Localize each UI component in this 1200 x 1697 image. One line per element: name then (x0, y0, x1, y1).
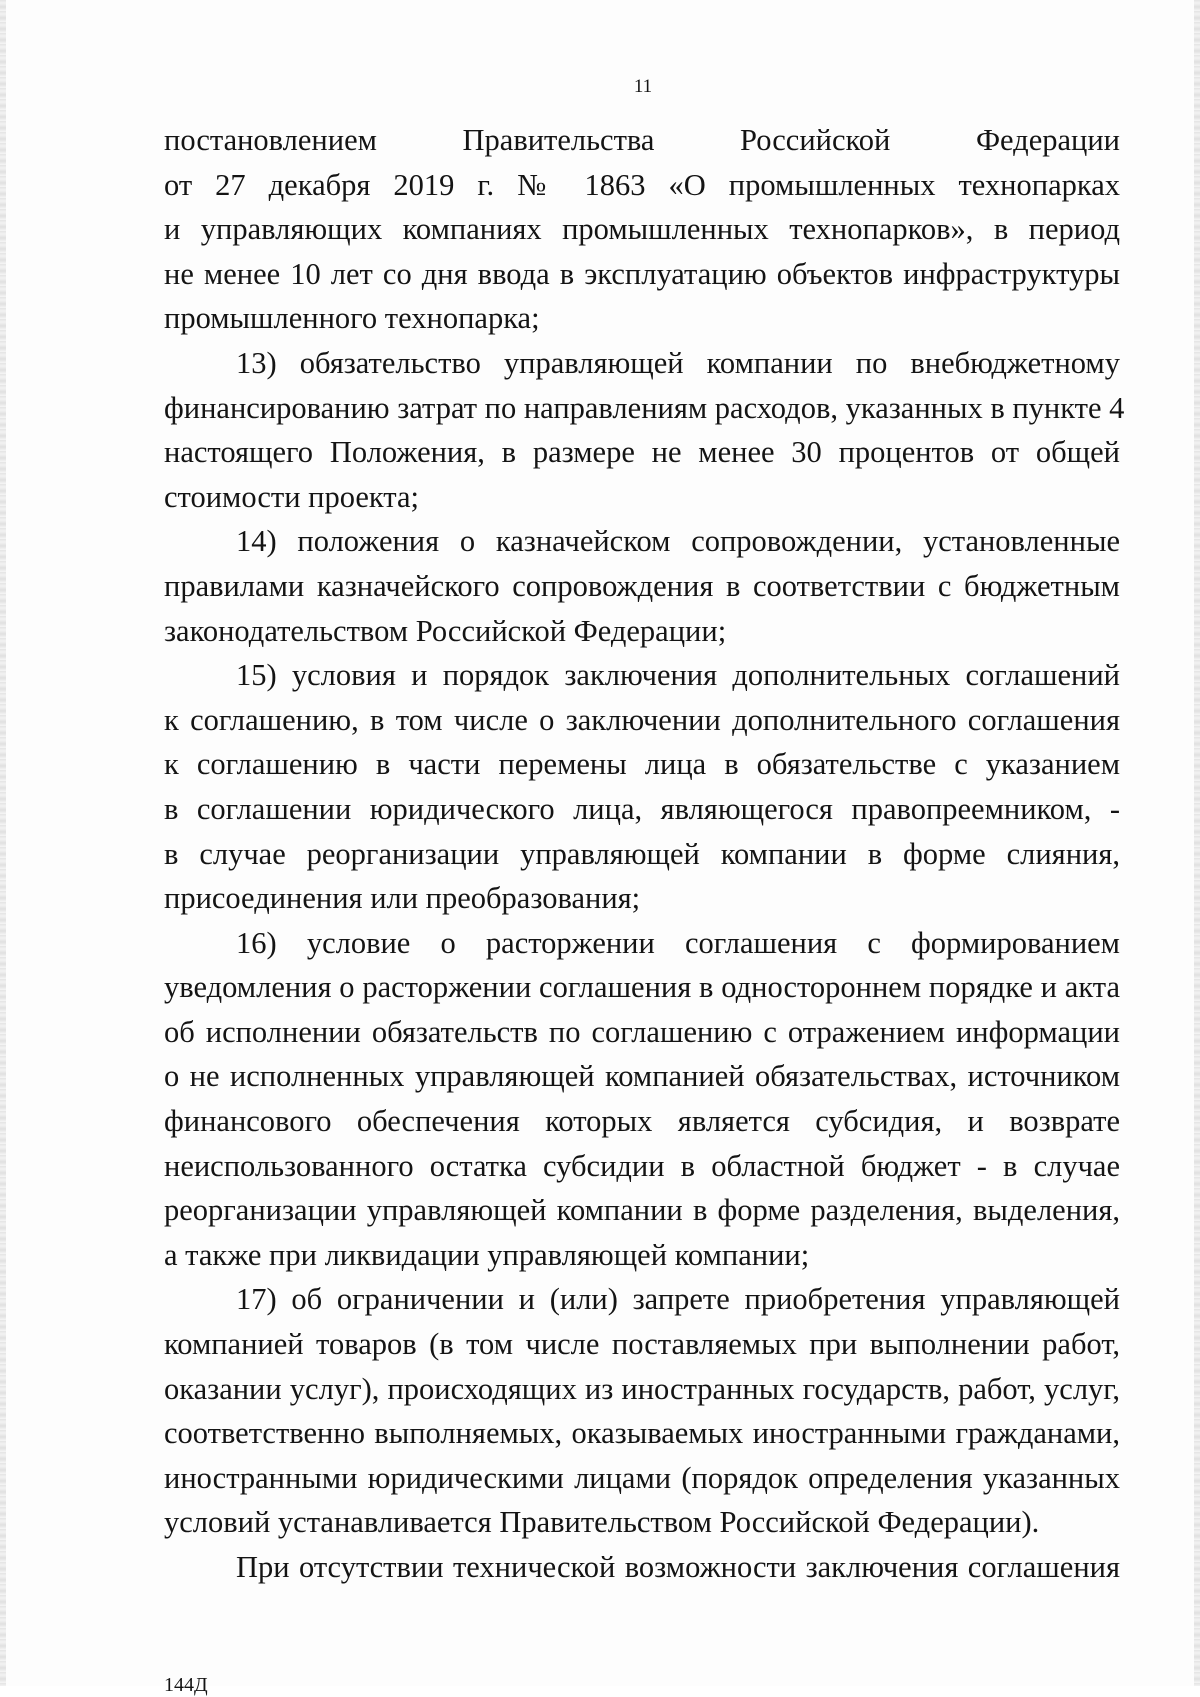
text-line: а также при ликвидации управляющей компании; (164, 1237, 810, 1272)
text-line: настоящего Положения, в размере не менее 30 процентов от общей (164, 435, 1120, 470)
text-line: о не исполненных управляющей компанией обязательствах, источником (164, 1059, 1120, 1094)
text-line: реорганизации управляющей компании в форме разделения, выделения, (164, 1193, 1120, 1228)
text-line: 15) условия и порядок заключения дополнительных соглашений (236, 658, 1120, 693)
scan-edge-right (1194, 0, 1200, 1686)
text-line: 14) положения о казначейском сопровождении, установленные (236, 524, 1120, 559)
text-line: иностранными юридическими лицами (порядок определения указанных (164, 1460, 1120, 1495)
page-number: 11 (633, 76, 653, 97)
text-line: стоимости проекта; (164, 479, 420, 514)
text-line: уведомления о расторжении соглашения в одностороннем порядке и акта (164, 970, 1120, 1005)
document-code: 144Д (164, 1674, 208, 1696)
text-line: правилами казначейского сопровождения в соответствии с бюджетным (164, 568, 1120, 603)
text-line: не менее 10 лет со дня ввода в эксплуатацию объектов инфраструктуры (164, 256, 1120, 291)
text-line: финансового обеспечения которых является субсидия, и возврате (164, 1104, 1120, 1139)
text-line: 17) об ограничении и (или) запрете приобретения управляющей (236, 1282, 1120, 1317)
text-line: условий устанавливается Правительством Российской Федерации). (164, 1505, 1040, 1540)
text-line: к соглашению в части перемены лица в обязательстве с указанием (164, 747, 1120, 782)
text-line: присоединения или преобразования; (164, 881, 641, 916)
text-line: При отсутствии технической возможности заключения соглашения (236, 1550, 1120, 1584)
text-line: об исполнении обязательств по соглашению с отражением информации (164, 1014, 1120, 1049)
text-line: к соглашению, в том числе о заключении дополнительного соглашения (164, 702, 1120, 737)
text-line: соответственно выполняемых, оказываемых иностранными гражданами, (164, 1416, 1120, 1451)
scan-edge-left (0, 0, 6, 1686)
text-line: законодательством Российской Федерации; (164, 613, 727, 648)
text-line: финансированию затрат по направлениям расходов, указанных в пункте 4 (164, 390, 1125, 425)
text-line: в случае реорганизации управляющей компании в форме слияния, (164, 836, 1120, 871)
document-body (164, 118, 1125, 1590)
text-line: постановлением Правительства Российской Федерации (164, 123, 1120, 157)
text-line: в соглашении юридического лица, являющегося правопреемником, - (164, 791, 1120, 826)
text-line: неиспользованного остатка субсидии в областной бюджет - в случае (164, 1148, 1120, 1183)
text-line: промышленного технопарка; (164, 301, 540, 336)
text-line: 16) условие о расторжении соглашения с формированием (236, 925, 1120, 960)
text-line: 13) обязательство управляющей компании по внебюджетному (236, 345, 1120, 380)
text-line: оказании услуг), происходящих из иностранных государств, работ, услуг, (164, 1371, 1120, 1406)
text-line: от 27 декабря 2019 г. № 1863 «О промышленных технопарках (164, 167, 1120, 202)
text-line: компанией товаров (в том числе поставляемых при выполнении работ, (164, 1327, 1120, 1362)
text-line: и управляющих компаниях промышленных технопарков», в период (164, 212, 1120, 247)
